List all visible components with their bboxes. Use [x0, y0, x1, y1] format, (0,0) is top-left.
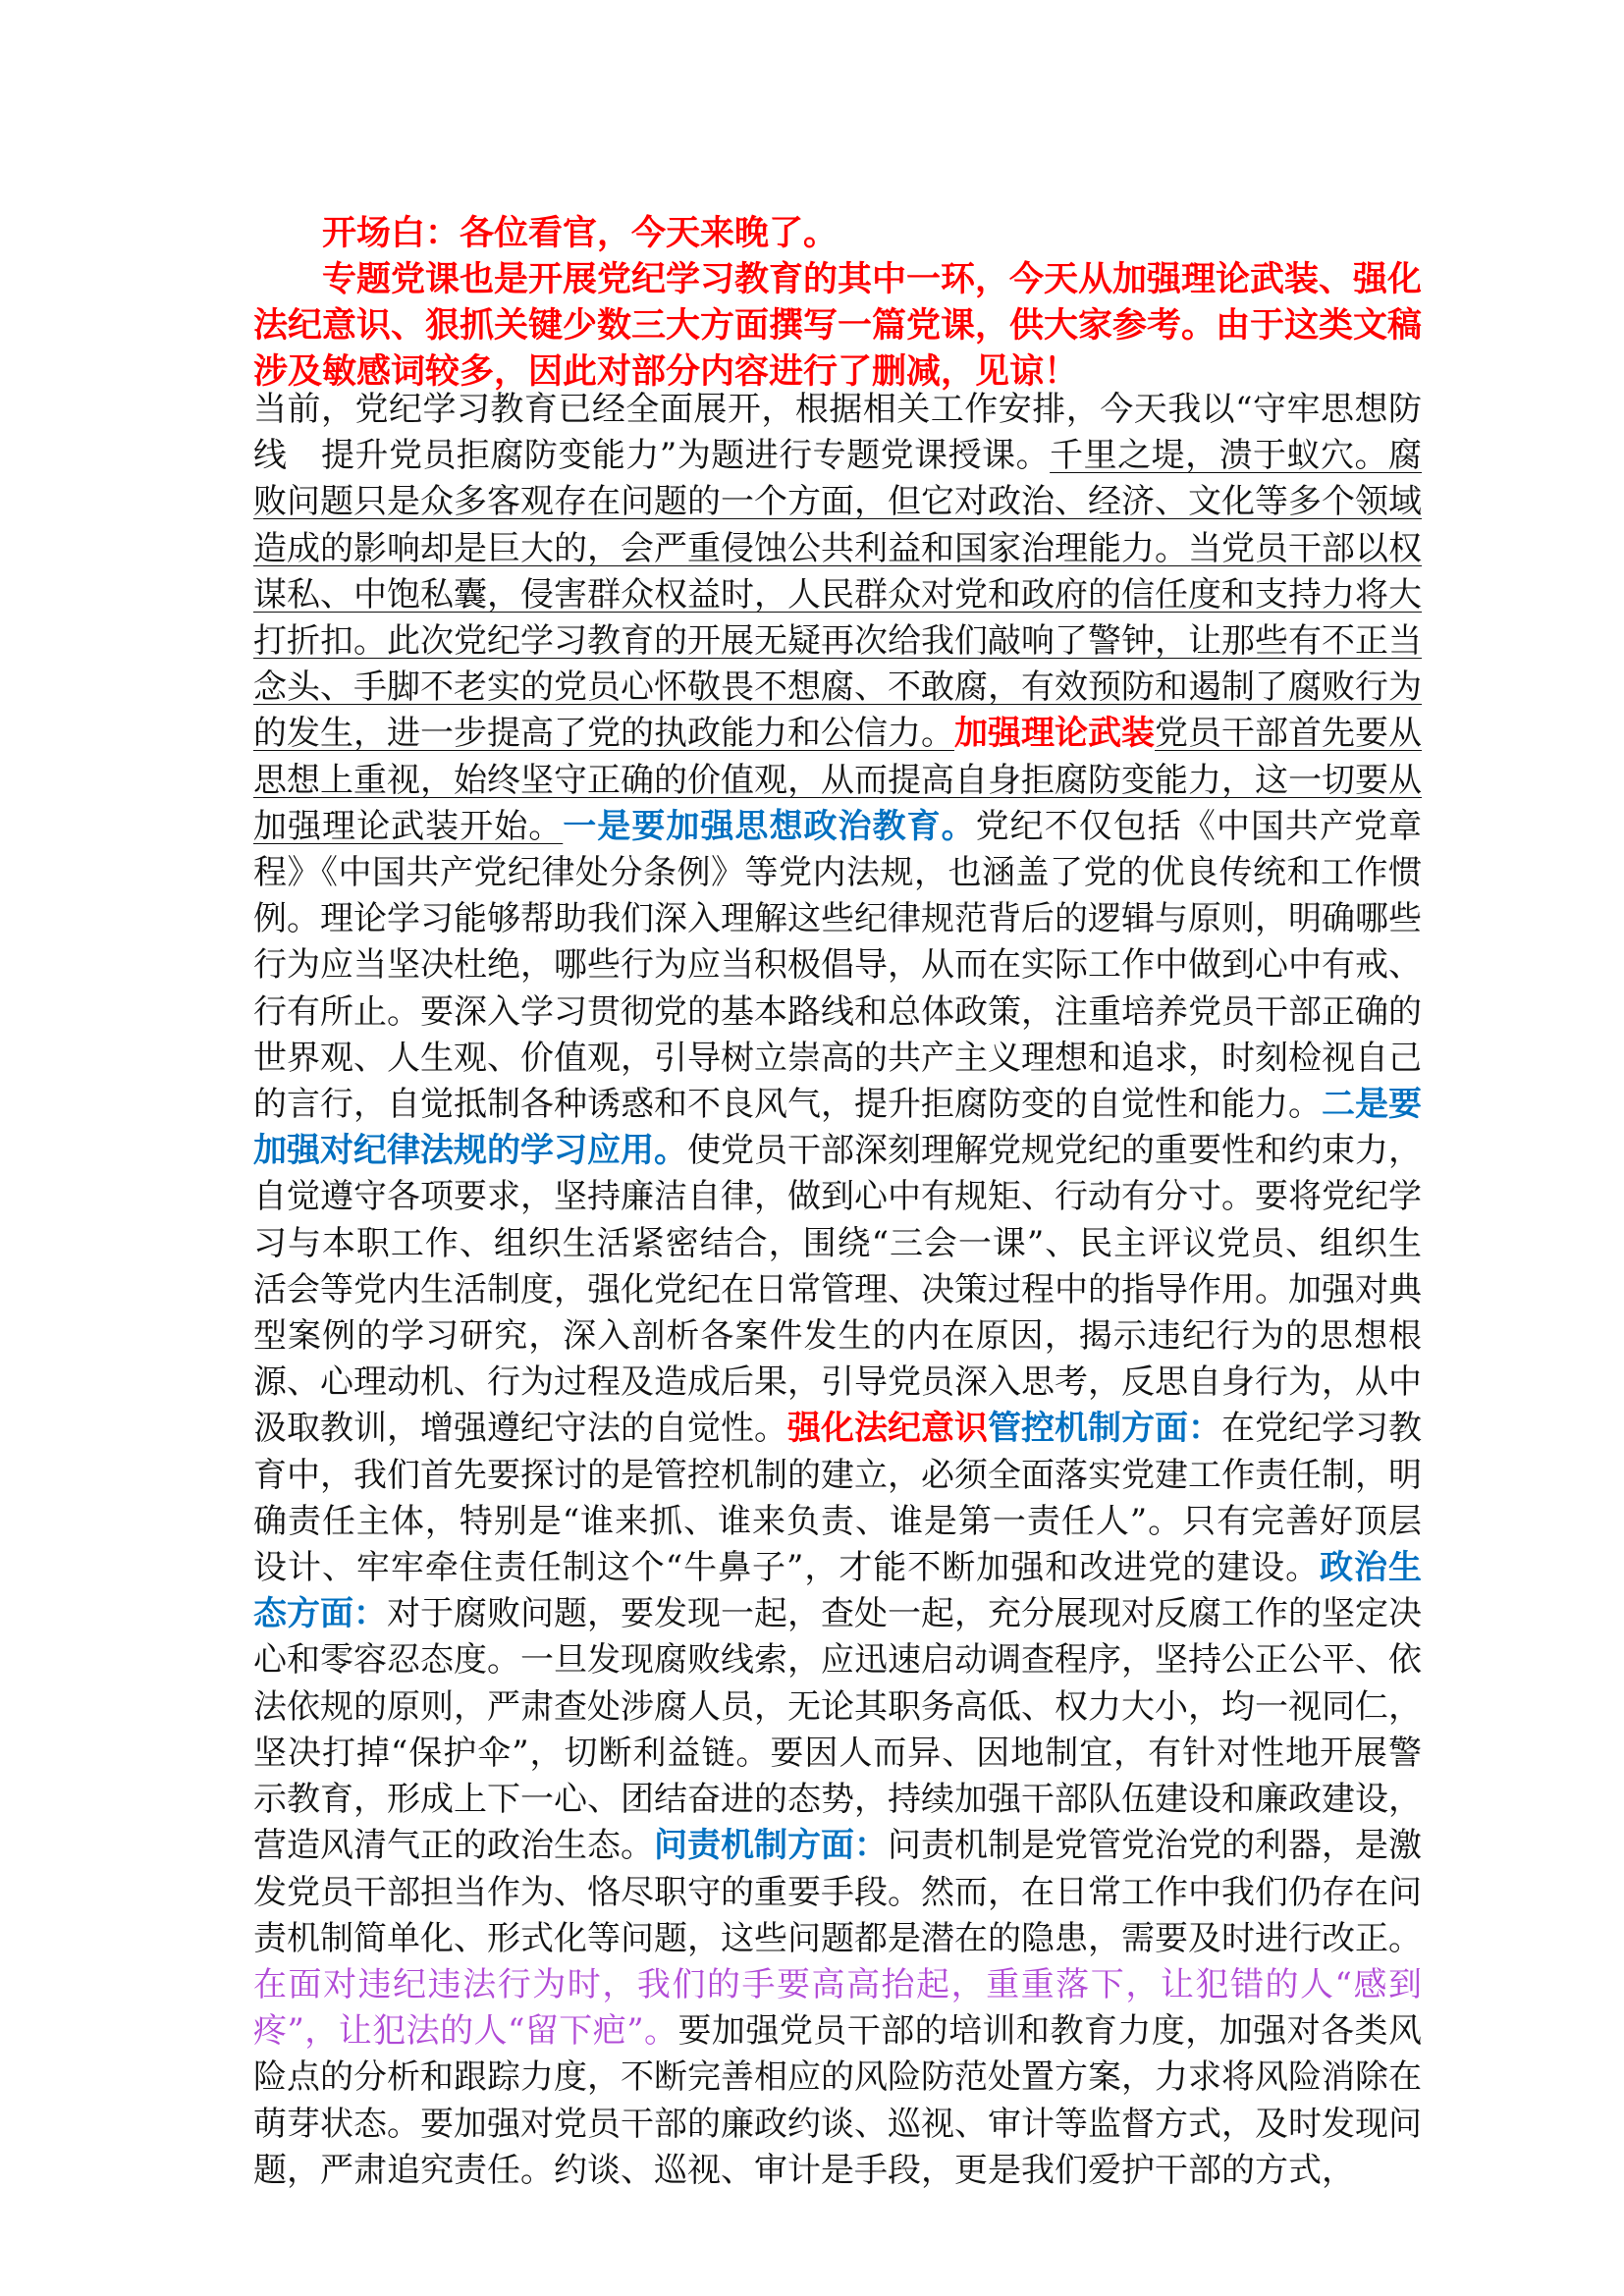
highlighted-quote: 在面对违纪违法行为时，我们的手要高高抬起，重重落下，让犯错的人“感到疼”，让犯法的人“留下疤”。: [253, 1964, 1422, 2052]
article-paragraph: [253, 387, 1422, 2194]
point-text: 问责机制是党管党治党的利器，是激发党员干部担当作为、恪尽职守的重要手段。然而，在日常工作中我们仍存在问责机制简单化、形式化等问题，这些问题都是潜在的隐患，需要及时进行改正。: [253, 1826, 1422, 1958]
point-heading-accountability: 问责机制方面：: [654, 1826, 888, 1866]
point-text: 党纪不仅包括《中国共产党章程》《中国共产党纪律处分条例》等党内法规，也涵盖了党的优良传统和工作惯例。理论学习能够帮助我们深入理解这些纪律规范背后的逻辑与原则，明确哪些行为应当坚决杜绝，哪些行为应当积极倡导，从而在实际工作中做到心中有戒、行有所止。要深入学习贯彻党的基本路线和总体政策，注重培养党员干部正确的世界观、人生观、价值观，引导树立崇高的共产主义理想和追求，时刻检视自己的言行，自觉抵制各种诱惑和不良风气，提升拒腐防变的自觉性和能力。: [253, 806, 1423, 1125]
point-heading-control-mechanism: 管控机制方面：: [988, 1409, 1221, 1449]
section-heading-theory: 加强理论武装: [954, 714, 1155, 754]
editor-note: 专题党课也是开展党纪学习教育的其中一环，今天从加强理论武装、强化法纪意识、狠抓关键少数三大方面撰写一篇党课，供大家参考。由于这类文稿涉及敏感词较多，因此对部分内容进行了删减，见谅！: [253, 260, 1423, 392]
intro-block: [253, 211, 1422, 396]
opening-line: 开场白：各位看官，今天来晚了。: [322, 214, 839, 253]
point-heading-ideological-education: 一是要加强思想政治教育。: [563, 806, 976, 846]
point-text: 在党纪学习教育中，我们首先要探讨的是管控机制的建立，必须全面落实党建工作责任制，明确责任主体，特别是“谁来抓、谁来负责、谁是第一责任人”。只有完善好顶层设计、牢牢牵住责任制这个“牛鼻子”，才能不断加强和改进党的建设。: [253, 1409, 1422, 1588]
point-text: 使党员干部深刻理解党规党纪的重要性和约束力，自觉遵守各项要求，坚持廉洁自律，做到心中有规矩、行动有分寸。要将党纪学习与本职工作、组织生活紧密结合，围绕“三会一课”、民主评议党员、组织生活会等党内生活制度，强化党纪在日常管理、决策过程中的指导作用。加强对典型案例的学习研究，深入剖析各案件发生的内在原因，揭示违纪行为的思想根源、心理动机、行为过程及造成后果，引导党员深入思考，反思自身行为，从中汲取教训，增强遵纪守法的自觉性。: [253, 1131, 1422, 1449]
point-heading-political-ecology: 政治生态方面：: [253, 1548, 1423, 1634]
section-intro-underlined: 党员干部首先要从思想上重视，始终坚守正确的价值观，从而提高自身拒腐防变能力，这一切要从加强理论武装开始。: [253, 714, 1422, 846]
point-text: 要加强党员干部的培训和教育力度，加强对各类风险点的分析和跟踪力度，不断完善相应的风险防范处置方案，力求将风险消除在萌芽状态。要加强对党员干部的廉政约谈、巡视、审计等监督方式，及时发现问题，严肃追究责任。约谈、巡视、审计是手段，更是我们爱护干部的方式，: [253, 2011, 1422, 2190]
opening-sentence: 当前，党纪学习教育已经全面展开，根据相关工作安排，今天我以“守牢思想防线 提升党员拒腐防变能力”为题进行专题党课授课。: [253, 390, 1422, 476]
article-body: [253, 387, 1422, 2194]
section-heading-law-awareness: 强化法纪意识: [787, 1409, 988, 1449]
point-heading-discipline-study: 二是要加强对纪律法规的学习应用。: [253, 1085, 1422, 1171]
point-text: 对于腐败问题，要发现一起，查处一起，充分展现对反腐工作的坚定决心和零容忍态度。一旦发现腐败线索，应迅速启动调查程序，坚持公正公平、依法依规的原则，严肃查处涉腐人员，无论其职务高低、权力大小，均一视同仁，坚决打掉“保护伞”，切断利益链。要因人而异、因地制宜，有针对性地开展警示教育，形成上下一心、团结奋进的态势，持续加强干部队伍建设和廉政建设，营造风清气正的政治生态。: [253, 1594, 1422, 1866]
underlined-passage: 千里之堤，溃于蚁穴。腐败问题只是众多客观存在问题的一个方面，但它对政治、经济、文化等多个领域造成的影响却是巨大的，会严重侵蚀公共利益和国家治理能力。当党员干部以权谋私、中饱私囊，侵害群众权益时，人民群众对党和政府的信任度和支持力将大打折扣。此次党纪学习教育的开展无疑再次给我们敲响了警钟，让那些有不正当念头、手脚不老实的党员心怀敬畏不想腐、不敢腐，有效预防和遏制了腐败行为的发生，进一步提高了党的执政能力和公信力。: [253, 436, 1422, 754]
